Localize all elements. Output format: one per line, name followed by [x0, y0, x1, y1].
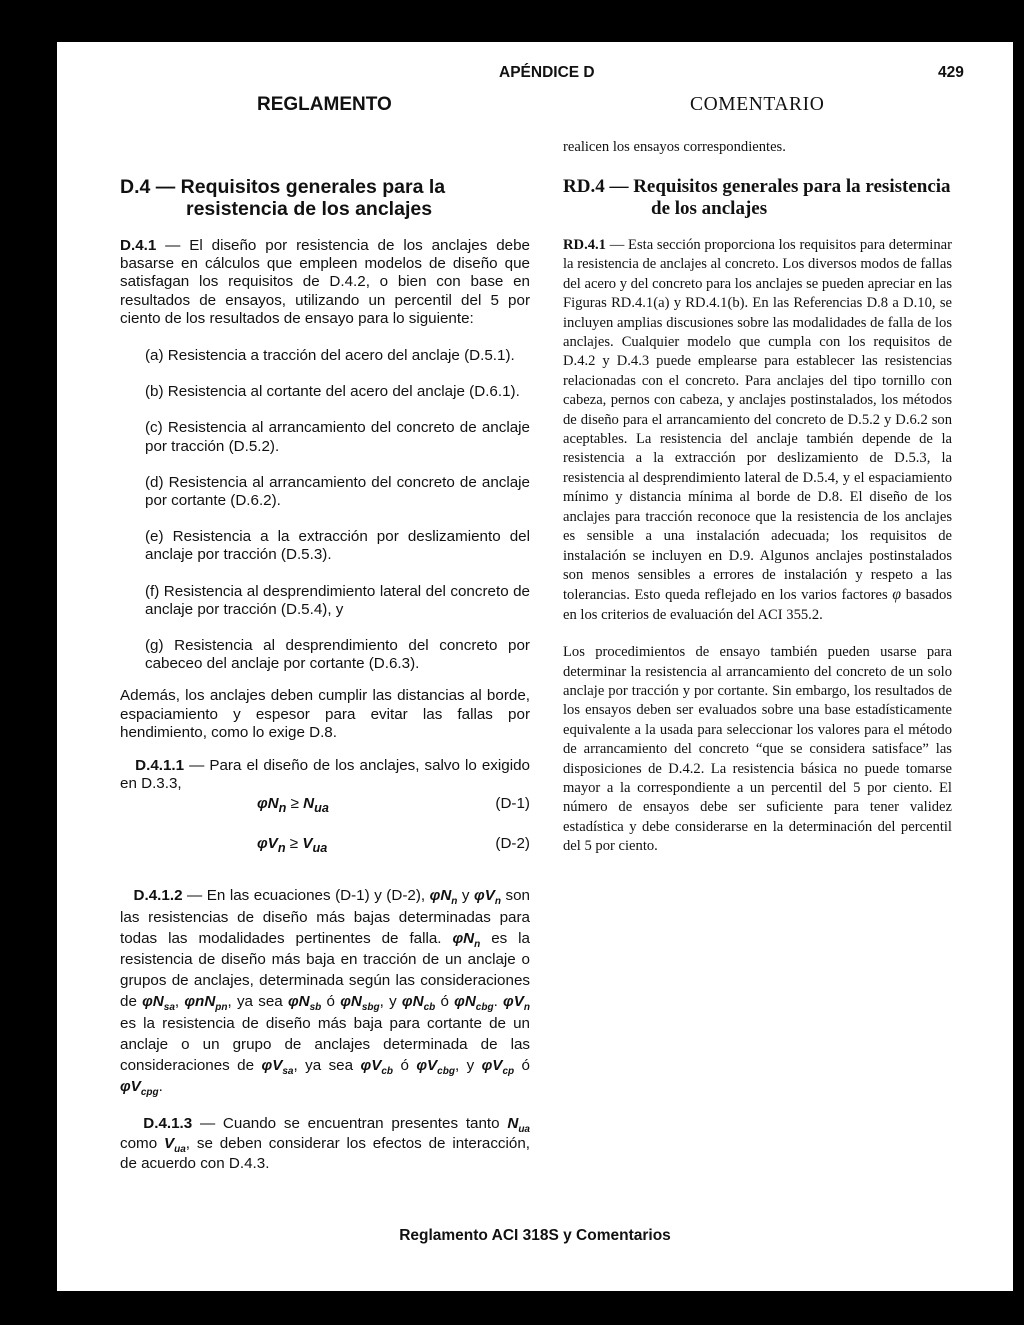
section-heading-line-2: de los anclajes	[651, 198, 768, 219]
paragraph-d413: D.4.1.3 — Cuando se encuentran presentes tanto $N_{ua}$ como $V_{ua}$, se deben considerar los efectos de interacción, de acuerdo con D.4.3.	[120, 1114, 530, 1172]
clause-label: D.4.1	[120, 237, 157, 254]
phi-symbol: φ	[892, 586, 902, 604]
section-heading-d4	[120, 176, 530, 220]
list-item-f: (f) Resistencia al desprendimiento lateral del concreto de anclaje por tracción (D.5.4), y	[145, 582, 530, 618]
symbol-phiNn: $\varphi N_n$	[452, 929, 481, 950]
list-item-a: (a) Resistencia a tracción del acero del anclaje (D.5.1).	[145, 347, 515, 365]
clause-label: D.4.1.1	[135, 757, 185, 775]
equation-number: (D-1)	[495, 795, 530, 813]
reglamento-body	[120, 237, 530, 1174]
paragraph-ademas: Además, los anclajes deben cumplir las distancias al borde, espaciamiento y espesor para evitar las fallas por hendimiento, como lo exige D.8.	[120, 687, 530, 741]
symbol-Vua: $V_{ua}$	[163, 1134, 186, 1155]
clause-text: — Para el diseño de los anclajes, salvo lo exigido en D.3.3,	[120, 757, 530, 793]
symbol-phiVcbg: $\varphi V_{cbg}$	[416, 1057, 455, 1078]
symbol-phiNn: $\varphi N_n$	[429, 887, 458, 908]
symbol-phiNsa: $\varphi N_{sa}$	[142, 993, 175, 1014]
list-item-b: (b) Resistencia al cortante del acero del anclaje (D.6.1).	[145, 383, 520, 401]
symbol-phiVsa: $\varphi V_{sa}$	[261, 1057, 294, 1078]
page-number: 429	[938, 64, 964, 81]
comentario-body	[563, 236, 952, 857]
symbol-phiVcpg: $\varphi V_{cpg}$	[120, 1078, 159, 1099]
section-heading-line-1: RD.4 — Requisitos generales para la resistencia	[563, 176, 951, 197]
paragraph-procedimientos: Los procedimientos de ensayo también pueden usarse para determinar la resistencia al arrancamiento del concreto de un solo anclaje por tracción y por cortante. Sin embargo, los resultados de los ensayos deben ser evaluados sobre una base estadísticamente equivalente a la usada para seleccionar los valores para el método de arrancamiento del concreto “que se considera satisface” las disposiciones de D.4.2. La resistencia básica no puede tomarse mayor a la correspondiente a un percentil del 5 por ciento. El número de ensayos debe ser suficiente para tener validez estadística y debe considerarse en la determinación del percentil del 5 por ciento.	[563, 644, 952, 855]
paragraph-rd41: RD.4.1 — Esta sección proporciona los requisitos para determinar la resistencia de anclajes al concreto. Los diversos modos de fallas del acero y del concreto para los anclajes se pueden apreciar en las Figuras RD.4.1(a) y RD.4.1(b). En las Referencias D.8 a D.10, se incluyen amplias discusiones sobre las modalidades de falla de los anclajes. Cualquier modelo que cumpla con los requisitos de D.4.2 y D.4.3 puede emplearse para establecer las resistencias relacionadas con el concreto. Para anclajes del tipo tornillo con cabeza, pernos con cabeza, y anclajes postinstalados, los métodos de diseño para el arrancamiento del concreto de D.5.2 y D.6.2 son aceptables. La resistencia del anclaje también depende de la resistencia a la extracción por deslizamiento de D.5.3, la resistencia al desprendimiento lateral de D.5.4, y el espaciamiento mínimo y distancia mínima al borde de D.8. El diseño de los anclajes para tracción reconoce que la resistencia de los anclajes es sensible a una instalación adecuada; los requisitos de instalación se incluyen en D.9. Algunos anclajes postinstalados son menos sensibles a errores de instalación y respeto a las tolerancias. Esto queda reflejado en los varios factores φ basados en los criterios de evaluación del ACI 355.2.	[563, 237, 953, 623]
equation-d2	[120, 835, 530, 857]
symbol-phiNsbg: $\varphi N_{sbg}$	[340, 993, 380, 1014]
continuation-text: realicen los ensayos correspondientes.	[563, 139, 786, 155]
equation-d1	[120, 795, 530, 817]
symbol-phiNcbg: $\varphi N_{cbg}$	[454, 993, 494, 1014]
document-page	[57, 42, 1013, 1291]
column-title-comentario: COMENTARIO	[690, 94, 825, 115]
list-item-g: (g) Resistencia al desprendimiento del concreto por cabeceo del anclaje por cortante (D.6.3).	[145, 637, 530, 673]
section-heading-line-1: D.4 — Requisitos generales para la	[120, 176, 446, 198]
symbol-Nua: $N_{ua}$	[507, 1114, 530, 1135]
symbol-phiVcb: $\varphi V_{cb}$	[360, 1057, 394, 1078]
paragraph-d412: D.4.1.2 — En las ecuaciones (D-1) y (D-2), $\varphi N_n$ y $\varphi V_n$ son las resistencias de diseño más bajas determinadas para todas las modalidades pertinentes de falla. $\varphi N_n$ es la resistencia de diseño más baja en tracción de un anclaje o grupos de anclajes, determinada según las consideraciones de $\varphi N_{sa}$, φnN$_{pn}$, ya sea $\varphi N_{sb}$ ó $\varphi N_{sbg}$, y $\varphi N_{cb}$ ó $\varphi N_{cbg}$. $\varphi V_n$ es la resistencia de diseño más baja para cortante de un anclaje o un grupo de anclajes determinada de las consideraciones de $\varphi V_{sa}$, ya sea $\varphi V_{cb}$ ó $\varphi V_{cbg}$, y $\varphi V_{cp}$ ó $\varphi V_{cpg}$.	[120, 887, 531, 1099]
clause-label: RD.4.1	[563, 237, 606, 253]
symbol-phiNsb: $\varphi N_{sb}$	[287, 993, 322, 1014]
paragraph-d41	[120, 237, 530, 328]
paragraph-d411	[120, 757, 530, 793]
clause-text: — El diseño por resistencia de los anclajes debe basarse en cálculos que empleen modelos de diseño que satisfagan los requisitos de D.4.2, o bien con base en resultados de ensayos, utilizando un percentil del 5 por ciento de los resultados de ensayo para lo siguiente:	[120, 237, 530, 327]
section-heading-rd4	[563, 176, 958, 220]
equation-expression: $\varphi N_n \ge N_{ua}$	[257, 795, 329, 816]
symbol-phiVcp: $\varphi V_{cp}$	[481, 1057, 515, 1078]
list-item-c: (c) Resistencia al arrancamiento del concreto de anclaje por tracción (D.5.2).	[145, 419, 530, 455]
page-footer: Reglamento ACI 318S y Comentarios	[399, 1227, 671, 1244]
symbol-phiVn: $\varphi V_n$	[503, 993, 530, 1014]
column-title-reglamento: REGLAMENTO	[257, 94, 392, 115]
equation-number: (D-2)	[495, 835, 530, 853]
clause-label: D.4.1.3	[143, 1114, 193, 1132]
running-head: APÉNDICE D	[499, 64, 595, 81]
list-item-d: (d) Resistencia al arrancamiento del concreto de anclaje por cortante (D.6.2).	[145, 473, 530, 510]
symbol-phiVn: $\varphi V_n$	[474, 887, 501, 908]
clause-label: D.4.1.2	[133, 887, 183, 905]
equation-expression: $\varphi V_n \ge V_{ua}$	[257, 835, 328, 856]
list-item-e: (e) Resistencia a la extracción por deslizamiento del anclaje por tracción (D.5.3).	[145, 528, 530, 564]
symbol-phiNcb: $\varphi N_{cb}$	[401, 993, 436, 1014]
symbol-phinNpn: φnN$_{pn}$	[184, 993, 228, 1014]
section-heading-line-2: resistencia de los anclajes	[186, 198, 433, 220]
